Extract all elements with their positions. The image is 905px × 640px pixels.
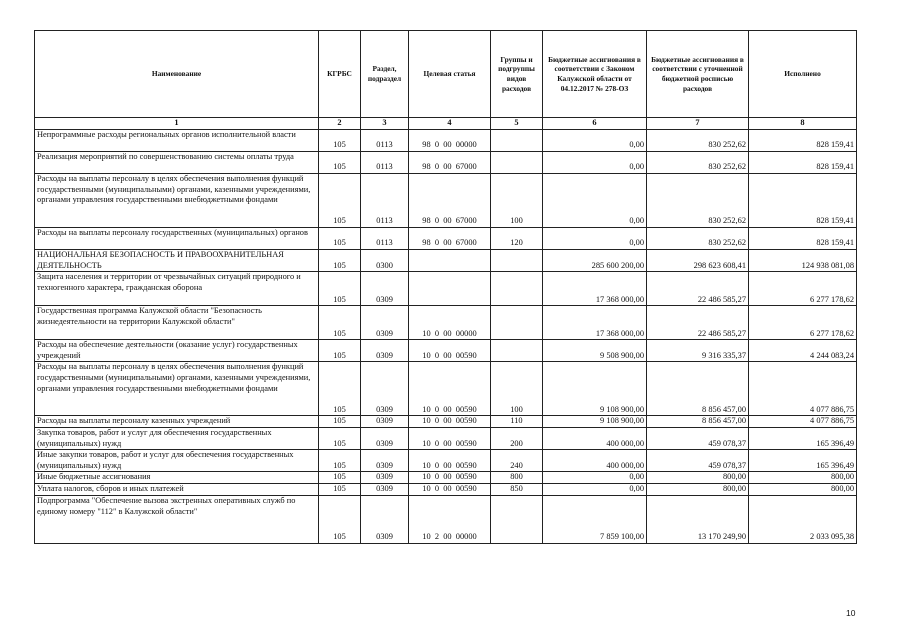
cell-plan: 9 316 335,37 — [647, 340, 749, 362]
header-done: Исполнено — [749, 31, 857, 118]
cell-group: 120 — [491, 228, 543, 250]
row-name-text: Защита населения и территории от чрезвычайных ситуаций природного и техногенного характера, гражданская оборона — [37, 272, 301, 292]
cell-razdel: 0309 — [361, 450, 409, 472]
cell-kgrbs: 105 — [319, 272, 361, 306]
cell-plan: 459 078,37 — [647, 427, 749, 449]
cell-group: 100 — [491, 174, 543, 228]
cell-plan: 8 856 457,00 — [647, 362, 749, 416]
cell-law: 9 108 900,00 — [543, 362, 647, 416]
cell-article: 10 0 00 00590 — [409, 340, 491, 362]
header-row — [35, 31, 857, 118]
cell-kgrbs: 105 — [319, 152, 361, 174]
cell-razdel: 0300 — [361, 250, 409, 272]
column-number: 7 — [647, 118, 749, 130]
cell-razdel: 0309 — [361, 340, 409, 362]
row-name-text: Расходы на выплаты персоналу казенных учреждений — [37, 416, 231, 426]
cell-done: 828 159,41 — [749, 130, 857, 152]
cell-kgrbs: 105 — [319, 228, 361, 250]
cell-law: 9 508 900,00 — [543, 340, 647, 362]
cell-article — [409, 250, 491, 272]
table-row — [35, 495, 857, 543]
cell-kgrbs: 105 — [319, 340, 361, 362]
cell-done: 6 277 178,62 — [749, 272, 857, 306]
cell-law: 400 000,00 — [543, 427, 647, 449]
column-number: 6 — [543, 118, 647, 130]
cell-done: 6 277 178,62 — [749, 306, 857, 340]
cell-done: 165 396,49 — [749, 450, 857, 472]
cell-name — [35, 152, 319, 174]
row-name-text: Государственная программа Калужской области "Безопасность жизнедеятельности на территории Калужской области" — [37, 306, 262, 326]
cell-law: 9 108 900,00 — [543, 416, 647, 428]
cell-done: 828 159,41 — [749, 228, 857, 250]
cell-group — [491, 130, 543, 152]
cell-done: 165 396,49 — [749, 427, 857, 449]
cell-name — [35, 174, 319, 228]
cell-law: 0,00 — [543, 472, 647, 484]
header-article: Целевая статья — [409, 31, 491, 118]
budget-report-sheet — [34, 30, 856, 544]
cell-article: 10 0 00 00590 — [409, 483, 491, 495]
column-number: 2 — [319, 118, 361, 130]
cell-razdel: 0309 — [361, 495, 409, 543]
cell-done: 4 077 886,75 — [749, 362, 857, 416]
cell-name — [35, 228, 319, 250]
cell-article: 98 0 00 67000 — [409, 174, 491, 228]
row-name-text: Уплата налогов, сборов и иных платежей — [37, 483, 184, 493]
cell-plan: 830 252,62 — [647, 174, 749, 228]
cell-law: 400 000,00 — [543, 450, 647, 472]
cell-name — [35, 306, 319, 340]
table-row — [35, 228, 857, 250]
table-row — [35, 306, 857, 340]
cell-razdel: 0309 — [361, 483, 409, 495]
cell-plan: 830 252,62 — [647, 152, 749, 174]
row-name-text: Подпрограмма "Обеспечение вызова экстренных оперативных служб по единому номеру "112" в Калужской области" — [37, 495, 296, 516]
row-name-text: НАЦИОНАЛЬНАЯ БЕЗОПАСНОСТЬ И ПРАВООХРАНИТЕЛЬНАЯ ДЕЯТЕЛЬНОСТЬ — [37, 250, 284, 270]
cell-razdel: 0309 — [361, 472, 409, 484]
cell-name — [35, 483, 319, 495]
cell-done: 4 244 083,24 — [749, 340, 857, 362]
cell-razdel: 0309 — [361, 416, 409, 428]
cell-name — [35, 250, 319, 272]
column-number: 1 — [35, 118, 319, 130]
cell-group — [491, 250, 543, 272]
cell-article: 98 0 00 67000 — [409, 152, 491, 174]
header-law: Бюджетные ассигнования в соответствии с Законом Калужской области от 04.12.2017 № 278-ОЗ — [543, 31, 647, 118]
cell-article: 10 0 00 00590 — [409, 427, 491, 449]
cell-name — [35, 472, 319, 484]
column-number: 4 — [409, 118, 491, 130]
cell-article: 10 0 00 00590 — [409, 362, 491, 416]
cell-group: 850 — [491, 483, 543, 495]
cell-razdel: 0309 — [361, 306, 409, 340]
row-name-text: Закупка товаров, работ и услуг для обеспечения государственных (муниципальных) нужд — [37, 427, 272, 448]
cell-kgrbs: 105 — [319, 495, 361, 543]
row-name-text: Непрограммные расходы региональных органов исполнительной власти — [37, 130, 296, 139]
table-body — [35, 130, 857, 544]
cell-done: 828 159,41 — [749, 174, 857, 228]
cell-name — [35, 495, 319, 543]
cell-razdel: 0113 — [361, 152, 409, 174]
cell-plan: 8 856 457,00 — [647, 416, 749, 428]
header-name: Наименование — [35, 31, 319, 118]
cell-group: 110 — [491, 416, 543, 428]
cell-article: 10 0 00 00590 — [409, 472, 491, 484]
row-name-text: Расходы на выплаты персоналу в целях обеспечения выполнения функций государственными (муниципальными) органами, казенными учреждениями, органами управления государственными внебюджетными фондами — [37, 362, 311, 393]
cell-article: 98 0 00 00000 — [409, 130, 491, 152]
column-number: 5 — [491, 118, 543, 130]
cell-group: 800 — [491, 472, 543, 484]
cell-done: 828 159,41 — [749, 152, 857, 174]
cell-done: 800,00 — [749, 483, 857, 495]
cell-article — [409, 272, 491, 306]
cell-done: 4 077 886,75 — [749, 416, 857, 428]
cell-name — [35, 416, 319, 428]
cell-name — [35, 362, 319, 416]
cell-plan: 22 486 585,27 — [647, 272, 749, 306]
cell-group: 200 — [491, 427, 543, 449]
table-row — [35, 472, 857, 484]
cell-article: 10 0 00 00590 — [409, 416, 491, 428]
cell-law: 7 859 100,00 — [543, 495, 647, 543]
cell-law: 0,00 — [543, 152, 647, 174]
cell-kgrbs: 105 — [319, 472, 361, 484]
cell-group — [491, 152, 543, 174]
budget-table — [34, 30, 857, 544]
cell-law: 0,00 — [543, 174, 647, 228]
cell-plan: 13 170 249,90 — [647, 495, 749, 543]
cell-kgrbs: 105 — [319, 427, 361, 449]
cell-name — [35, 272, 319, 306]
cell-group — [491, 306, 543, 340]
cell-kgrbs: 105 — [319, 483, 361, 495]
cell-kgrbs: 105 — [319, 174, 361, 228]
column-number-row — [35, 118, 857, 130]
table-row — [35, 152, 857, 174]
table-row — [35, 416, 857, 428]
cell-razdel: 0309 — [361, 362, 409, 416]
cell-group — [491, 340, 543, 362]
cell-article: 10 0 00 00590 — [409, 450, 491, 472]
cell-law: 0,00 — [543, 130, 647, 152]
cell-law: 0,00 — [543, 228, 647, 250]
table-row — [35, 174, 857, 228]
table-row — [35, 427, 857, 449]
cell-name — [35, 427, 319, 449]
page-number: 10 — [846, 608, 856, 618]
table-row — [35, 250, 857, 272]
table-row — [35, 483, 857, 495]
cell-kgrbs: 105 — [319, 362, 361, 416]
cell-plan: 800,00 — [647, 472, 749, 484]
cell-group — [491, 495, 543, 543]
cell-done: 800,00 — [749, 472, 857, 484]
cell-razdel: 0113 — [361, 228, 409, 250]
cell-article: 10 2 00 00000 — [409, 495, 491, 543]
cell-kgrbs: 105 — [319, 306, 361, 340]
cell-done: 124 938 081,08 — [749, 250, 857, 272]
table-row — [35, 130, 857, 152]
cell-kgrbs: 105 — [319, 416, 361, 428]
row-name-text: Расходы на обеспечение деятельности (оказание услуг) государственных учреждений — [37, 340, 298, 360]
cell-law: 0,00 — [543, 483, 647, 495]
cell-article: 98 0 00 67000 — [409, 228, 491, 250]
table-row — [35, 362, 857, 416]
cell-kgrbs: 105 — [319, 130, 361, 152]
row-name-text: Иные бюджетные ассигнования — [37, 472, 151, 482]
cell-plan: 800,00 — [647, 483, 749, 495]
row-name-text: Иные закупки товаров, работ и услуг для обеспечения государственных (муниципальных) нужд — [37, 450, 294, 470]
cell-group: 240 — [491, 450, 543, 472]
header-razdel: Раздел, подраздел — [361, 31, 409, 118]
header-group: Группы и подгруппы видов расходов — [491, 31, 543, 118]
column-number: 8 — [749, 118, 857, 130]
row-name-text: Расходы на выплаты персоналу государственных (муниципальных) органов — [37, 228, 308, 237]
table-row — [35, 340, 857, 362]
cell-group: 100 — [491, 362, 543, 416]
table-row — [35, 272, 857, 306]
cell-done: 2 033 095,38 — [749, 495, 857, 543]
cell-name — [35, 450, 319, 472]
cell-kgrbs: 105 — [319, 450, 361, 472]
cell-plan: 830 252,62 — [647, 228, 749, 250]
cell-plan: 298 623 608,41 — [647, 250, 749, 272]
cell-plan: 459 078,37 — [647, 450, 749, 472]
cell-article: 10 0 00 00000 — [409, 306, 491, 340]
cell-plan: 22 486 585,27 — [647, 306, 749, 340]
cell-law: 17 368 000,00 — [543, 306, 647, 340]
row-name-text: Расходы на выплаты персоналу в целях обеспечения выполнения функций государственными (муниципальными) органами, казенными учреждениями, органами управления государственными внебюджетными фондами — [37, 174, 311, 205]
cell-law: 17 368 000,00 — [543, 272, 647, 306]
cell-razdel: 0309 — [361, 272, 409, 306]
cell-plan: 830 252,62 — [647, 130, 749, 152]
header-kgrbs: КГРБС — [319, 31, 361, 118]
header-plan: Бюджетные ассигнования в соответствии с уточненной бюджетной росписью расходов — [647, 31, 749, 118]
row-name-text: Реализация мероприятий по совершенствованию системы оплаты труда — [37, 152, 294, 161]
column-number: 3 — [361, 118, 409, 130]
cell-razdel: 0309 — [361, 427, 409, 449]
cell-group — [491, 272, 543, 306]
cell-name — [35, 340, 319, 362]
cell-law: 285 600 200,00 — [543, 250, 647, 272]
cell-name — [35, 130, 319, 152]
cell-razdel: 0113 — [361, 174, 409, 228]
table-row — [35, 450, 857, 472]
cell-razdel: 0113 — [361, 130, 409, 152]
cell-kgrbs: 105 — [319, 250, 361, 272]
